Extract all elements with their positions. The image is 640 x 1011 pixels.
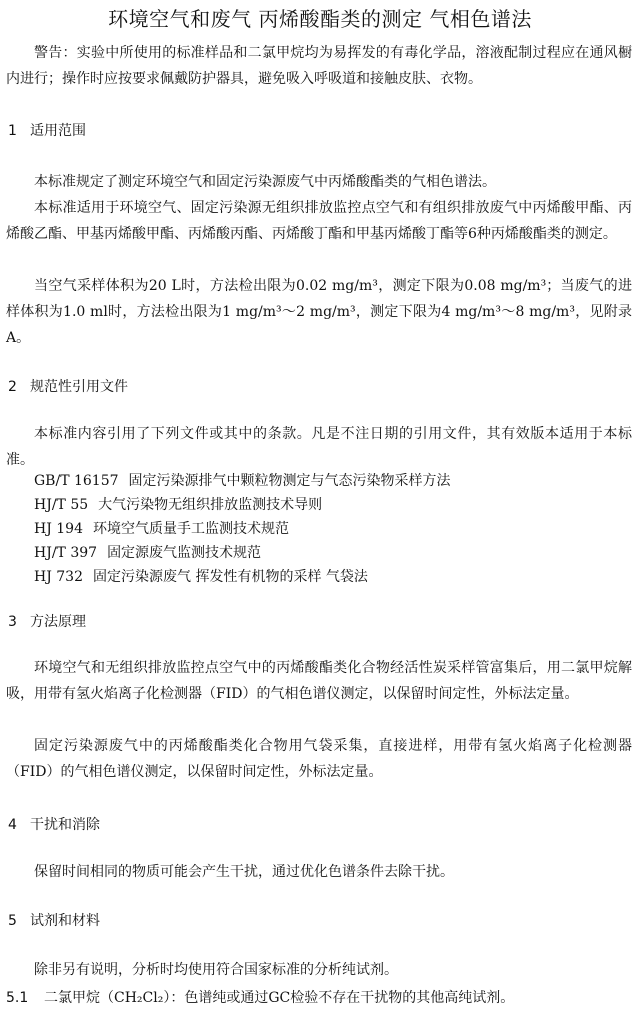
section-number: 5 <box>8 913 17 929</box>
reference-item <box>34 471 451 491</box>
paragraph: 本标准内容引用了下列文件或其中的条款。凡是不注日期的引用文件，其有效版本适用于本标准。 <box>6 426 632 468</box>
paragraph: 本标准适用于环境空气、固定污染源无组织排放监控点空气和有组织排放废气中丙烯酸甲酯、丙烯酸乙酯、甲基丙烯酸甲酯、丙烯酸丙酯、丙烯酸丁酯和甲基丙烯酸丁酯等6种丙烯酸酯类的测定。 <box>6 200 632 242</box>
paragraph: 当空气采样体积为20 L时，方法检出限为0.02 mg/m³，测定下限为0.08 mg/m³；当废气的进样体积为1.0 ml时，方法检出限为1 mg/m³～2 mg/m³，测定下限为4 mg/m³～8 mg/m³，见附录A。 <box>6 278 632 346</box>
section-heading-5 <box>8 911 100 931</box>
section-heading-2 <box>8 377 128 397</box>
reference-code: HJ 732 <box>34 569 83 585</box>
reference-name: 固定污染源排气中颗粒物测定与气态污染物采样方法 <box>128 473 451 489</box>
reference-name: 环境空气质量手工监测技术规范 <box>93 521 289 537</box>
reference-code: HJ/T 55 <box>34 497 89 513</box>
section-title: 干扰和消除 <box>30 817 100 833</box>
warning-notice: 警告：实验中所使用的标准样品和二氯甲烷均为易挥发的有毒化学品，溶液配制过程应在通风橱内进行；操作时应按要求佩戴防护器具，避免吸入呼吸道和接触皮肤、衣物。 <box>6 45 632 87</box>
reference-name: 固定源废气监测技术规范 <box>107 545 262 561</box>
section-title: 规范性引用文件 <box>30 379 128 395</box>
subsection-item <box>6 988 514 1008</box>
section-heading-3 <box>8 612 86 632</box>
subsection-text: 二氯甲烷（CH₂Cl₂）：色谱纯或通过GC检验不存在干扰物的其他高纯试剂。 <box>44 990 515 1006</box>
section-number: 4 <box>8 817 17 833</box>
reference-code: HJ/T 397 <box>34 545 98 561</box>
paragraph: 本标准规定了测定环境空气和固定污染源废气中丙烯酸酯类的气相色谱法。 <box>34 174 496 190</box>
paragraph: 除非另有说明，分析时均使用符合国家标准的分析纯试剂。 <box>34 962 398 978</box>
paragraph: 保留时间相同的物质可能会产生干扰，通过优化色谱条件去除干扰。 <box>34 864 454 880</box>
reference-name: 固定污染源废气 挥发性有机物的采样 气袋法 <box>93 569 368 585</box>
reference-item <box>34 519 289 539</box>
reference-code: GB/T 16157 <box>34 473 119 489</box>
paragraph: 固定污染源废气中的丙烯酸酯类化合物用气袋采集，直接进样，用带有氢火焰离子化检测器（FID）的气相色谱仪测定，以保留时间定性，外标法定量。 <box>6 738 632 780</box>
reference-item <box>34 495 322 515</box>
section-title: 适用范围 <box>30 123 86 139</box>
reference-code: HJ 194 <box>34 521 83 537</box>
section-heading-4 <box>8 815 100 835</box>
section-title: 试剂和材料 <box>30 913 100 929</box>
reference-name: 大气污染物无组织排放监测技术导则 <box>98 497 323 513</box>
subsection-number: 5.1 <box>6 990 29 1006</box>
section-heading-1 <box>8 121 86 141</box>
section-number: 3 <box>8 614 17 630</box>
document-title: 环境空气和废气 丙烯酸酯类的测定 气相色谱法 <box>108 7 532 31</box>
section-number: 2 <box>8 379 17 395</box>
section-title: 方法原理 <box>30 614 86 630</box>
reference-item <box>34 567 368 587</box>
paragraph: 环境空气和无组织排放监控点空气中的丙烯酸酯类化合物经活性炭采样管富集后，用二氯甲烷解吸，用带有氢火焰离子化检测器（FID）的气相色谱仪测定，以保留时间定性，外标法定量。 <box>6 660 632 702</box>
section-number: 1 <box>8 123 17 139</box>
reference-item <box>34 543 261 563</box>
